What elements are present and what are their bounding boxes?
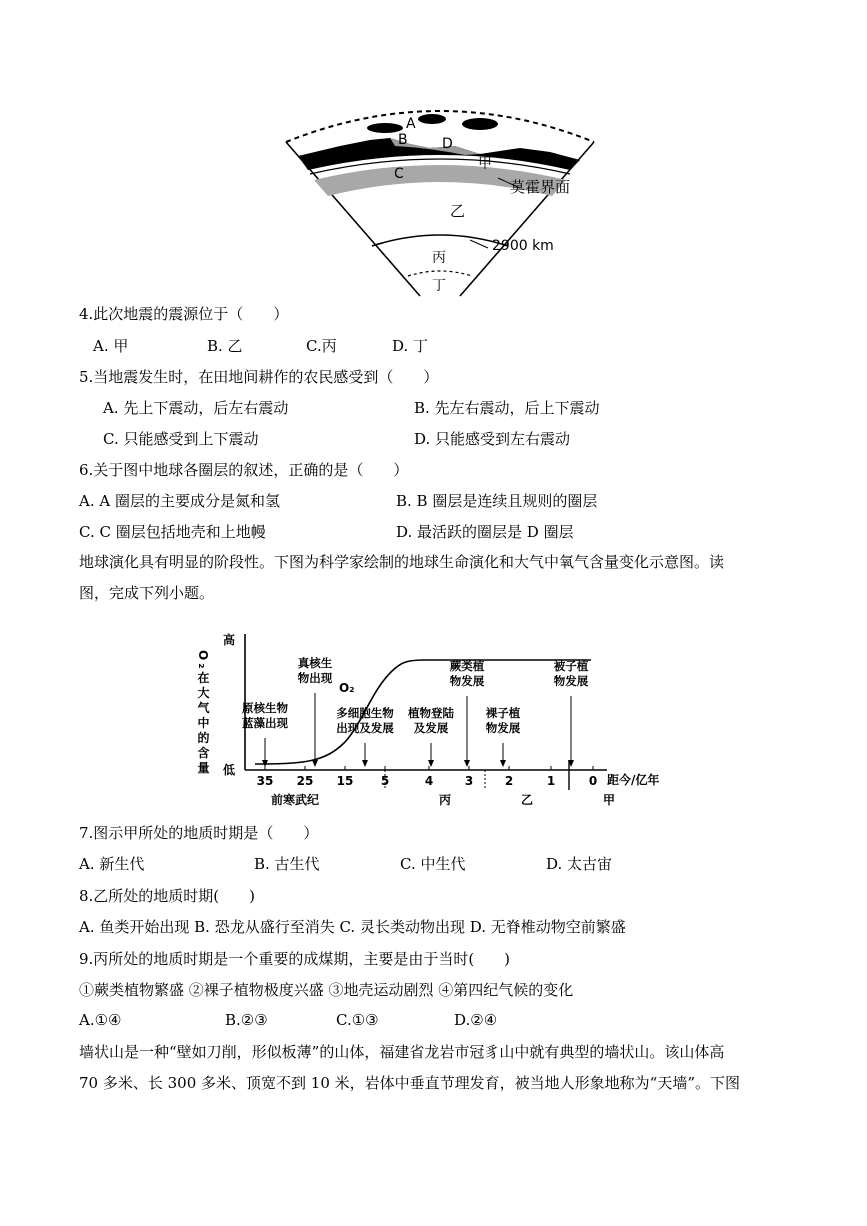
intro-paragraph-line: 图，完成下列小题。	[79, 584, 215, 602]
event-label: 植物登陆	[408, 706, 454, 720]
item-line: ①蕨类植物繁盛 ②裸子植物极度兴盛 ③地壳运动剧烈 ④第四纪气候的变化	[79, 981, 574, 999]
question-8: 8.乙所处的地质时期( )	[79, 887, 256, 905]
earth-layers-figure	[280, 100, 600, 300]
question-6: 6.关于图中地球各圈层的叙述，正确的是（ ）	[79, 461, 409, 479]
label-a: A	[406, 116, 416, 132]
option: B. 先左右震动，后上下震动	[414, 399, 600, 417]
x-tick-label: 25	[296, 774, 314, 788]
option: A. 新生代	[79, 855, 145, 873]
option: C. C 圈层包括地壳和上地幔	[79, 523, 266, 541]
option-line: A. 鱼类开始出现 B. 恐龙从盛行至消失 C. 灵长类动物出现 D. 无脊椎动物空前繁盛	[79, 918, 626, 936]
y-axis-title: O₂在大气中的含量	[196, 650, 210, 777]
event-label: 物发展	[449, 674, 485, 688]
event-label: 原核生物	[242, 701, 288, 715]
option: A. 甲	[93, 337, 129, 355]
x-tick-label: 35	[256, 774, 274, 788]
label-c: C	[394, 166, 404, 182]
label-jia: 甲	[478, 156, 492, 172]
event-arrowhead	[500, 760, 506, 767]
cloud-shape	[418, 114, 446, 124]
event-label: 及发展	[413, 721, 449, 735]
event-label: 物发展	[553, 674, 589, 688]
core-boundary-arc	[372, 235, 508, 246]
option: A.①④	[79, 1011, 122, 1029]
x-tick-label: 15	[336, 774, 354, 788]
event-label: 蕨类植	[449, 659, 485, 673]
option: A. 先上下震动，后左右震动	[103, 399, 289, 417]
event-label: 被子植	[553, 659, 589, 673]
x-tick-label: 1	[546, 774, 556, 788]
x-tick-label: 5	[380, 774, 390, 788]
option: D. 太古宙	[546, 855, 613, 873]
intro-paragraph-line: 地球演化具有明显的阶段性。下图为科学家绘制的地球生命演化和大气中氧气含量变化示意图。读	[79, 553, 725, 571]
x-tick-label: 3	[464, 774, 474, 788]
x-tick-label: 0	[588, 774, 598, 788]
option: B. B 圈层是连续且规则的圈层	[396, 492, 598, 510]
event-label: 裸子植	[485, 706, 521, 720]
outro-paragraph-line: 70 多米、长 300 多米、顶宽不到 10 米，岩体中垂直节理发育，被当地人形象地称为“天墙”。下图	[79, 1074, 740, 1092]
event-arrowhead	[312, 760, 318, 767]
option: C.①③	[336, 1011, 379, 1029]
x-axis-title: 距今/亿年	[607, 773, 660, 787]
event-arrowhead	[464, 760, 470, 767]
label-d: D	[442, 136, 453, 152]
outro-paragraph-line: 墙状山是一种“壁如刀削，形似板薄”的山体，福建省龙岩市冠豸山中就有典型的墙状山。该山体高	[79, 1043, 725, 1061]
option: C. 中生代	[400, 855, 466, 873]
event-label: 蓝藻出现	[242, 716, 288, 730]
y-high-label: 高	[223, 633, 236, 647]
option: A. A 圈层的主要成分是氮和氢	[79, 492, 280, 510]
question-7: 7.图示甲所处的地质时期是（ ）	[79, 824, 319, 842]
question-4: 4.此次地震的震源位于（ ）	[79, 305, 289, 323]
label-ding: 丁	[432, 278, 446, 294]
event-arrowhead	[428, 760, 434, 767]
era-label: 前寒武纪	[270, 793, 320, 807]
era-label: 乙	[520, 793, 534, 807]
option: D. 只能感受到左右震动	[414, 430, 571, 448]
question-9: 9.丙所处的地质时期是一个重要的成煤期，主要是由于当时( )	[79, 950, 511, 968]
cloud-shape	[462, 118, 498, 130]
oxygen-evolution-chart	[195, 612, 675, 814]
event-label: 多细胞生物	[336, 706, 394, 720]
option: C.丙	[306, 337, 337, 355]
label-b: B	[398, 132, 408, 148]
option: B. 乙	[207, 337, 243, 355]
event-label: 出现及发展	[336, 721, 394, 735]
era-label: 甲	[602, 793, 616, 807]
event-arrowhead	[362, 760, 368, 767]
depth-label: 2900 km	[492, 238, 554, 254]
option: D. 最活跃的圈层是 D 圈层	[396, 523, 574, 541]
option: D. 丁	[392, 337, 429, 355]
option: D.②④	[454, 1011, 498, 1029]
label-yi: 乙	[450, 202, 466, 220]
era-label: 丙	[438, 793, 452, 807]
label-bing: 丙	[432, 250, 446, 266]
question-5: 5.当地震发生时，在田地间耕作的农民感受到（ ）	[79, 368, 439, 386]
y-low-label: 低	[223, 763, 236, 777]
event-label: 物出现	[297, 671, 333, 685]
option: C. 只能感受到上下震动	[103, 430, 259, 448]
event-label: 真核生	[297, 656, 333, 670]
series-label: O₂	[339, 681, 355, 695]
event-label: 物发展	[485, 721, 521, 735]
option: B. 古生代	[254, 855, 320, 873]
moho-label: 莫霍界面	[510, 178, 571, 196]
option: B.②③	[225, 1011, 268, 1029]
x-tick-label: 2	[504, 774, 514, 788]
x-tick-label: 4	[424, 774, 434, 788]
